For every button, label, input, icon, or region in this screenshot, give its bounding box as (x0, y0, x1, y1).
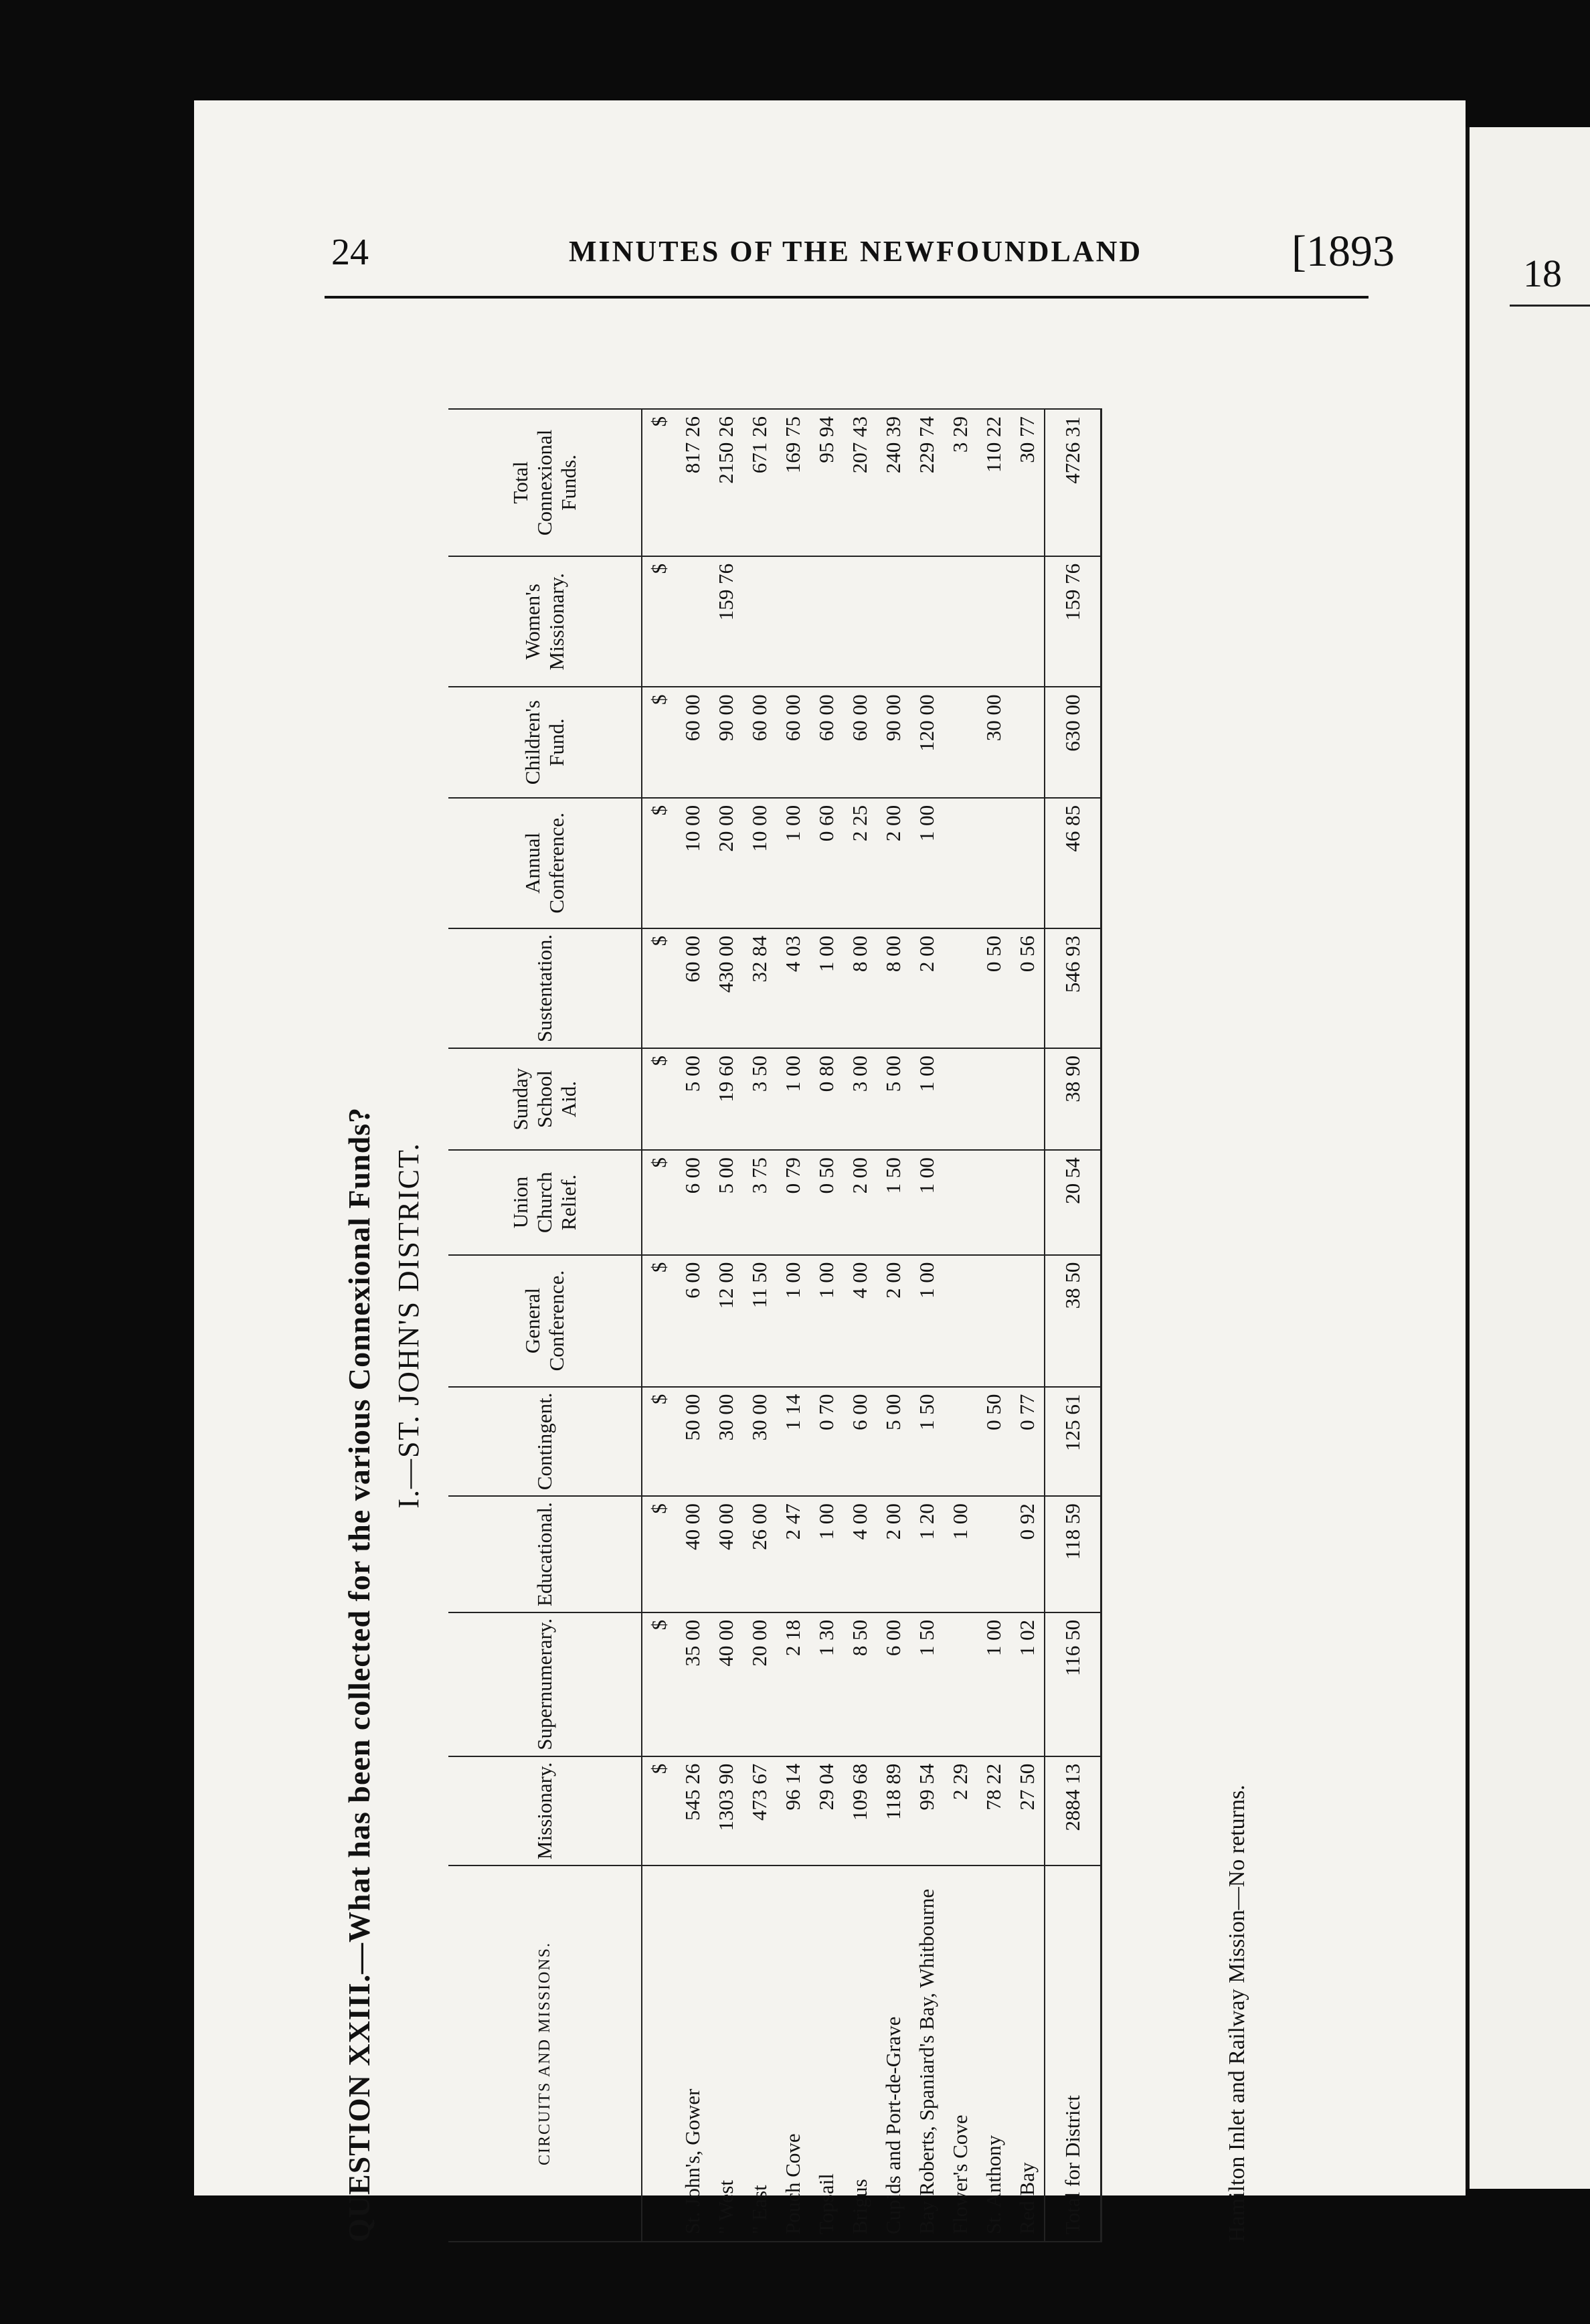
amount-cell: $ (642, 1255, 676, 1387)
amount-cell: 240 39 (877, 409, 910, 556)
table-row (709, 409, 743, 2242)
amount-cell: 5 00 (676, 1048, 709, 1150)
table-row (877, 409, 910, 2242)
column-header: Sunday School Aid. (448, 1048, 642, 1150)
amount-cell: 8 00 (843, 928, 877, 1048)
amount-cell: 1 00 (776, 1255, 810, 1387)
amount-cell: 35 00 (676, 1612, 709, 1756)
column-header: Children's Fund. (448, 687, 642, 797)
table-row (743, 409, 776, 2242)
circuit-name-cell: Topsail (810, 1865, 843, 2242)
column-header: Missionary. (448, 1756, 642, 1865)
amount-cell: 2 00 (877, 1496, 910, 1612)
amount-cell: 0 50 (810, 1150, 843, 1254)
table-row (944, 409, 977, 2242)
amount-cell: 5 00 (877, 1387, 910, 1497)
amount-cell: 12 00 (709, 1255, 743, 1387)
amount-cell: 229 74 (910, 409, 944, 556)
amount-cell: 1 00 (910, 1255, 944, 1387)
amount-cell (977, 1048, 1010, 1150)
amount-cell: 40 00 (709, 1496, 743, 1612)
amount-cell: 6 00 (676, 1150, 709, 1254)
amount-cell: 169 75 (776, 409, 810, 556)
amount-cell: 78 22 (977, 1756, 1010, 1865)
amount-cell (977, 1255, 1010, 1387)
amount-cell: $ (642, 1387, 676, 1497)
amount-cell: 19 60 (709, 1048, 743, 1150)
amount-cell (776, 556, 810, 687)
amount-cell: 546 93 (1045, 928, 1101, 1048)
circuit-name-cell: Red Bay (1010, 1865, 1045, 2242)
amount-cell: 40 00 (676, 1496, 709, 1612)
amount-cell: 473 67 (743, 1756, 776, 1865)
amount-cell (944, 556, 977, 687)
amount-cell: 95 94 (810, 409, 843, 556)
amount-cell: 4726 31 (1045, 409, 1101, 556)
amount-cell: 120 00 (910, 687, 944, 797)
amount-cell (1010, 1048, 1045, 1150)
amount-cell: 3 29 (944, 409, 977, 556)
amount-cell: 2150 26 (709, 409, 743, 556)
amount-cell: 30 00 (743, 1387, 776, 1497)
amount-cell: 30 00 (977, 687, 1010, 797)
circuit-name-cell: Bay Roberts, Spaniard's Bay, Whitbourne (910, 1865, 944, 2242)
amount-cell (944, 928, 977, 1048)
amount-cell: 50 00 (676, 1387, 709, 1497)
amount-cell: 26 00 (743, 1496, 776, 1612)
amount-cell: 2 00 (843, 1150, 877, 1254)
amount-cell: 1 00 (910, 1150, 944, 1254)
header-rule (325, 296, 1368, 299)
amount-cell: 0 92 (1010, 1496, 1045, 1612)
amount-cell: 109 68 (843, 1756, 877, 1865)
circuit-name-cell: Brigus (843, 1865, 877, 2242)
amount-cell: 1 00 (810, 1255, 843, 1387)
circuit-name-cell: St. John's, Gower (676, 1865, 709, 2242)
amount-cell: $ (642, 409, 676, 556)
page-number: 24 (331, 232, 369, 273)
amount-cell (877, 556, 910, 687)
amount-cell: 2 47 (776, 1496, 810, 1612)
amount-cell: 207 43 (843, 409, 877, 556)
amount-cell: 0 77 (1010, 1387, 1045, 1497)
amount-cell: 1 00 (910, 798, 944, 928)
amount-cell: $ (642, 1756, 676, 1865)
table-row (676, 409, 709, 2242)
amount-cell: 32 84 (743, 928, 776, 1048)
amount-cell: 90 00 (709, 687, 743, 797)
amount-cell: 4 00 (843, 1255, 877, 1387)
amount-cell (944, 1150, 977, 1254)
amount-cell: 6 00 (843, 1387, 877, 1497)
column-header: Women's Missionary. (448, 556, 642, 687)
amount-cell: 38 50 (1045, 1255, 1101, 1387)
question-heading: QUESTION XXIII.—What has been collected for the various Connexional Funds? (342, 1106, 376, 2242)
amount-cell: 1 50 (910, 1387, 944, 1497)
amount-cell: 11 50 (743, 1255, 776, 1387)
amount-cell: 545 26 (676, 1756, 709, 1865)
amount-cell: 1 20 (910, 1496, 944, 1612)
circuit-name-cell: " West (709, 1865, 743, 2242)
amount-cell: 159 76 (1045, 556, 1101, 687)
circuit-name-cell: Total for District (1045, 1865, 1101, 2242)
amount-cell: 5 00 (709, 1150, 743, 1254)
amount-cell: 2 18 (776, 1612, 810, 1756)
amount-cell: 96 14 (776, 1756, 810, 1865)
amount-cell: 60 00 (843, 687, 877, 797)
amount-cell: 8 00 (877, 928, 910, 1048)
amount-cell: $ (642, 1612, 676, 1756)
amount-cell: 40 00 (709, 1612, 743, 1756)
amount-cell: 1 00 (944, 1496, 977, 1612)
amount-cell: 6 00 (877, 1612, 910, 1756)
amount-cell: 1 00 (810, 1496, 843, 1612)
table-row (1010, 409, 1045, 2242)
amount-cell: 2 29 (944, 1756, 977, 1865)
amount-cell (977, 1150, 1010, 1254)
running-title: MINUTES OF THE NEWFOUNDLAND (569, 235, 1143, 268)
amount-cell: 6 00 (676, 1255, 709, 1387)
amount-cell (1010, 687, 1045, 797)
amount-cell: 3 75 (743, 1150, 776, 1254)
amount-cell: $ (642, 1150, 676, 1254)
amount-cell: 20 00 (709, 798, 743, 928)
circuit-name-cell: Cupids and Port-de-Grave (877, 1865, 910, 2242)
column-header: Contingent. (448, 1387, 642, 1497)
amount-cell: $ (642, 928, 676, 1048)
amount-cell (810, 556, 843, 687)
amount-cell (1010, 556, 1045, 687)
amount-cell: 1 00 (776, 798, 810, 928)
amount-cell (944, 1255, 977, 1387)
amount-cell: 0 50 (977, 1387, 1010, 1497)
amount-cell: 0 60 (810, 798, 843, 928)
district-title: I.—ST. JOHN'S DISTRICT. (392, 1142, 425, 1509)
amount-cell: 27 50 (1010, 1756, 1045, 1865)
column-header: Sustentation. (448, 928, 642, 1048)
amount-cell (1010, 1150, 1045, 1254)
amount-cell: 159 76 (709, 556, 743, 687)
circuit-name-cell: St. Anthony (977, 1865, 1010, 2242)
amount-cell: 30 00 (709, 1387, 743, 1497)
amount-cell: 10 00 (743, 798, 776, 928)
amount-cell: 60 00 (676, 687, 709, 797)
amount-cell: 0 50 (977, 928, 1010, 1048)
footnote: Hamilton Inlet and Railway Mission—No returns. (1225, 1784, 1249, 2242)
column-header: Total Connexional Funds. (448, 409, 642, 556)
table-header-row (448, 409, 642, 2242)
column-header: Union Church Relief. (448, 1150, 642, 1254)
amount-cell (977, 1496, 1010, 1612)
amount-cell: 99 54 (910, 1756, 944, 1865)
amount-cell (1010, 798, 1045, 928)
amount-cell: 4 03 (776, 928, 810, 1048)
amount-cell: 60 00 (776, 687, 810, 797)
circuit-name-cell: Flower's Cove (944, 1865, 977, 2242)
amount-cell: 8 50 (843, 1612, 877, 1756)
amount-cell: 60 00 (743, 687, 776, 797)
rotated-table-block (315, 408, 1318, 2242)
column-header: Annual Conference. (448, 798, 642, 928)
amount-cell (743, 556, 776, 687)
column-header: Educational. (448, 1496, 642, 1612)
amount-cell: 20 00 (743, 1612, 776, 1756)
facing-page (1466, 127, 1590, 2189)
amount-cell: 2 00 (877, 1255, 910, 1387)
table-body (642, 409, 1101, 2242)
amount-cell: 0 70 (810, 1387, 843, 1497)
amount-cell (944, 687, 977, 797)
amount-cell: 1 30 (810, 1612, 843, 1756)
amount-cell: 2884 13 (1045, 1756, 1101, 1865)
amount-cell (977, 798, 1010, 928)
amount-cell: 90 00 (877, 687, 910, 797)
amount-cell: 2 00 (910, 928, 944, 1048)
amount-cell: 125 61 (1045, 1387, 1101, 1497)
amount-cell: 0 80 (810, 1048, 843, 1150)
amount-cell: 116 50 (1045, 1612, 1101, 1756)
amount-cell: 1 14 (776, 1387, 810, 1497)
amount-cell: $ (642, 687, 676, 797)
amount-cell (944, 1048, 977, 1150)
amount-cell (910, 556, 944, 687)
facing-header-rule (1510, 305, 1590, 307)
amount-cell: 1 50 (877, 1150, 910, 1254)
amount-cell: 4 00 (843, 1496, 877, 1612)
amount-cell (977, 556, 1010, 687)
amount-cell: $ (642, 1496, 676, 1612)
amount-cell: 1 02 (1010, 1612, 1045, 1756)
facing-page-number: 18 (1523, 252, 1562, 295)
amount-cell: 0 56 (1010, 928, 1045, 1048)
year-label: [1893 (1292, 227, 1395, 276)
amount-cell: 10 00 (676, 798, 709, 928)
circuit-name-cell: " East (743, 1865, 776, 2242)
table-row (910, 409, 944, 2242)
table-row (776, 409, 810, 2242)
amount-cell: 3 00 (843, 1048, 877, 1150)
table-row (810, 409, 843, 2242)
amount-cell: 2 25 (843, 798, 877, 928)
amount-cell: 1 00 (776, 1048, 810, 1150)
amount-cell: 1303 90 (709, 1756, 743, 1865)
amount-cell (944, 798, 977, 928)
amount-cell: 1 00 (910, 1048, 944, 1150)
amount-cell: 2 00 (877, 798, 910, 928)
amount-cell (1010, 1255, 1045, 1387)
circuit-name-cell (642, 1865, 676, 2242)
amount-cell: 1 00 (810, 928, 843, 1048)
amount-cell: 118 89 (877, 1756, 910, 1865)
currency-row (642, 409, 676, 2242)
amount-cell (944, 1612, 977, 1756)
column-header-circuits: CIRCUITS AND MISSIONS. (448, 1865, 642, 2242)
amount-cell: 1 00 (977, 1612, 1010, 1756)
amount-cell: 1 50 (910, 1612, 944, 1756)
amount-cell: $ (642, 556, 676, 687)
amount-cell: $ (642, 1048, 676, 1150)
amount-cell (944, 1387, 977, 1497)
amount-cell: 60 00 (676, 928, 709, 1048)
amount-cell: 5 00 (877, 1048, 910, 1150)
amount-cell: 46 85 (1045, 798, 1101, 928)
amount-cell (676, 556, 709, 687)
amount-cell: 29 04 (810, 1756, 843, 1865)
total-row (1045, 409, 1101, 2242)
book-page (194, 100, 1466, 2242)
table-row (843, 409, 877, 2242)
amount-cell: 118 59 (1045, 1496, 1101, 1612)
funds-table (448, 408, 1102, 2242)
amount-cell: 817 26 (676, 409, 709, 556)
amount-cell: 3 50 (743, 1048, 776, 1150)
amount-cell: 671 26 (743, 409, 776, 556)
amount-cell: 630 00 (1045, 687, 1101, 797)
amount-cell (843, 556, 877, 687)
amount-cell: 0 79 (776, 1150, 810, 1254)
amount-cell: 110 22 (977, 409, 1010, 556)
amount-cell: 38 90 (1045, 1048, 1101, 1150)
amount-cell: 430 00 (709, 928, 743, 1048)
column-header: General Conference. (448, 1255, 642, 1387)
column-header: Supernumerary. (448, 1612, 642, 1756)
circuit-name-cell: Pouch Cove (776, 1865, 810, 2242)
amount-cell: 30 77 (1010, 409, 1045, 556)
table-row (977, 409, 1010, 2242)
amount-cell: $ (642, 798, 676, 928)
amount-cell: 60 00 (810, 687, 843, 797)
amount-cell: 20 54 (1045, 1150, 1101, 1254)
